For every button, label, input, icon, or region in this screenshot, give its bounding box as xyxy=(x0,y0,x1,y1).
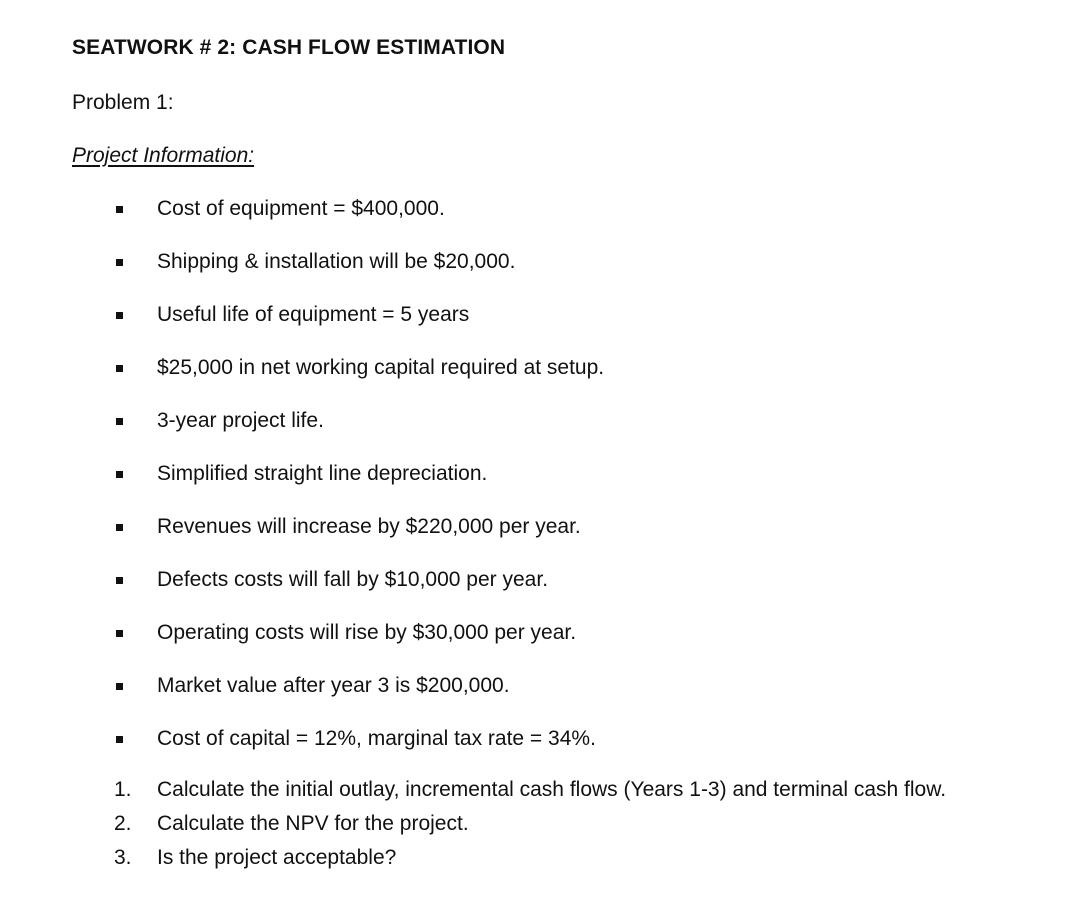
list-item-text: Simplified straight line depreciation. xyxy=(157,462,488,485)
list-item-text: Market value after year 3 is $200,000. xyxy=(157,674,510,697)
square-bullet-icon xyxy=(116,683,123,690)
square-bullet-icon xyxy=(116,418,123,425)
list-item-text: Shipping & installation will be $20,000. xyxy=(157,250,516,273)
question-text: Calculate the initial outlay, incremental cash flows (Years 1-3) and terminal cash flow. xyxy=(157,778,947,801)
square-bullet-icon xyxy=(116,736,123,743)
list-item-text: $25,000 in net working capital required at setup. xyxy=(157,356,605,379)
list-item-text: Operating costs will rise by $30,000 per year. xyxy=(157,621,577,644)
square-bullet-icon xyxy=(116,471,123,478)
square-bullet-icon xyxy=(116,577,123,584)
list-item-text: Useful life of equipment = 5 years xyxy=(157,303,470,326)
list-item-text: Cost of capital = 12%, marginal tax rate = 34%. xyxy=(157,727,596,750)
section-heading: Project Information: xyxy=(72,144,255,167)
list-item-text: Cost of equipment = $400,000. xyxy=(157,197,445,220)
square-bullet-icon xyxy=(116,206,123,213)
question-text: Calculate the NPV for the project. xyxy=(157,812,469,835)
square-bullet-icon xyxy=(116,630,123,637)
square-bullet-icon xyxy=(116,259,123,266)
list-item-text: Revenues will increase by $220,000 per year. xyxy=(157,515,581,538)
square-bullet-icon xyxy=(116,365,123,372)
document-title: SEATWORK # 2: CASH FLOW ESTIMATION xyxy=(72,36,506,59)
problem-label: Problem 1: xyxy=(72,91,174,114)
square-bullet-icon xyxy=(116,312,123,319)
question-number: 1. xyxy=(114,778,132,801)
question-number: 2. xyxy=(114,812,132,835)
list-item-text: 3-year project life. xyxy=(157,409,324,432)
square-bullet-icon xyxy=(116,524,123,531)
list-item-text: Defects costs will fall by $10,000 per year. xyxy=(157,568,549,591)
question-text: Is the project acceptable? xyxy=(157,846,397,869)
question-number: 3. xyxy=(114,846,132,869)
